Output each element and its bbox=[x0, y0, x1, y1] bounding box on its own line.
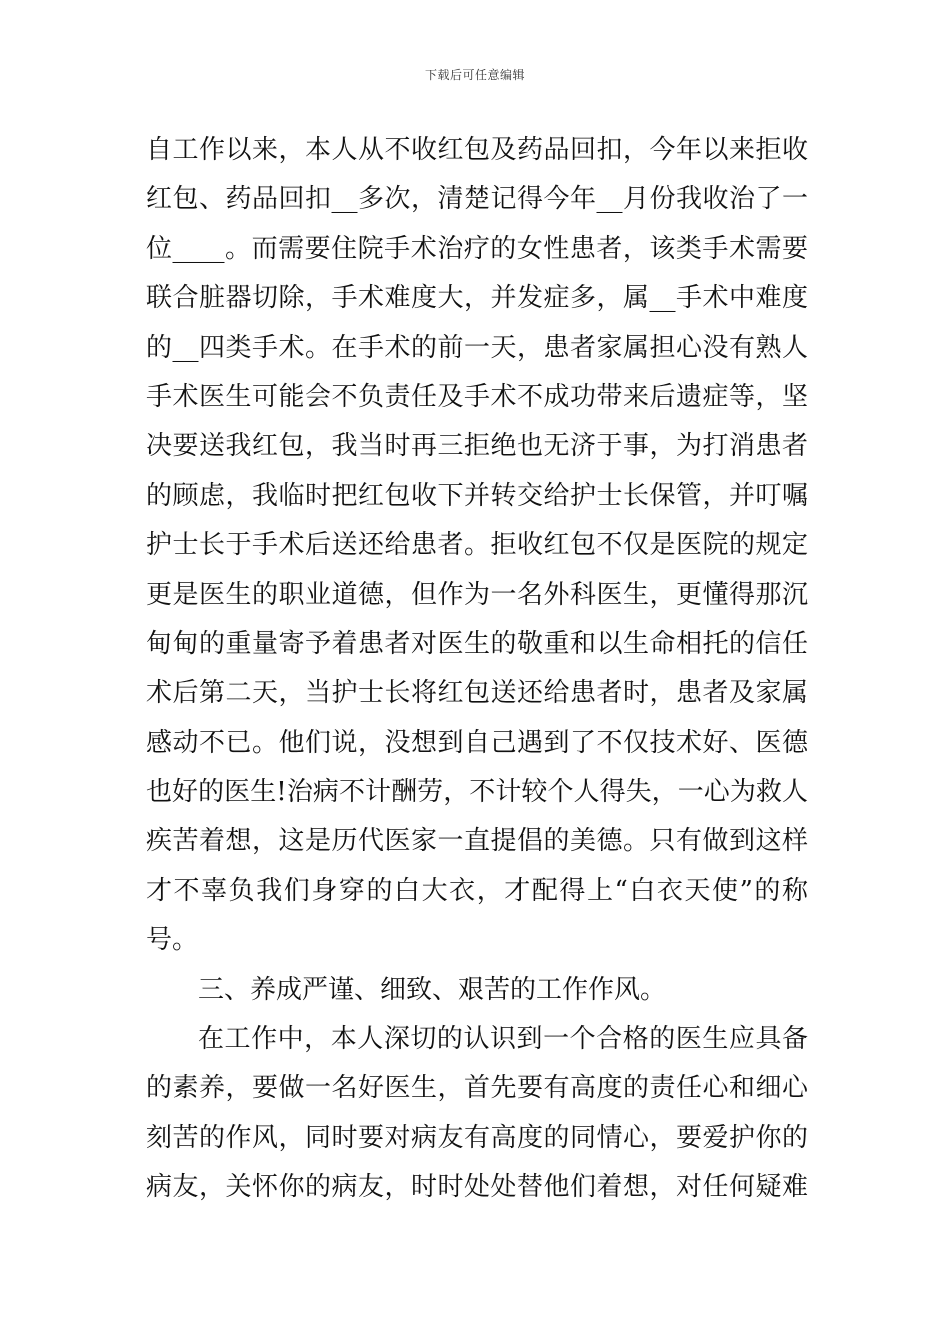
paragraph-line: 联合脏器切除，手术难度大，并发症多，属__手术中难度 bbox=[146, 283, 808, 314]
document-body bbox=[146, 126, 808, 1213]
paragraph-line: 号。 bbox=[146, 925, 199, 956]
paragraph-line: 感动不已。他们说，没想到自己遇到了不仅技术好、医德 bbox=[146, 727, 808, 758]
paragraph-line: 更是医生的职业道德，但作为一名外科医生，更懂得那沉 bbox=[146, 579, 808, 610]
paragraph-line: 护士长于手术后送还给患者。拒收红包不仅是医院的规定 bbox=[146, 530, 808, 561]
paragraph-line: 也好的医生!治病不计酬劳，不计较个人得失，一心为救人 bbox=[146, 777, 808, 808]
paragraph-line: 刻苦的作风，同时要对病友有高度的同情心，要爱护你的 bbox=[146, 1122, 808, 1153]
paragraph-line: 疾苦着想，这是历代医家一直提倡的美德。只有做到这样 bbox=[146, 826, 808, 857]
paragraph-line: 位____。而需要住院手术治疗的女性患者，该类手术需要 bbox=[146, 233, 808, 264]
paragraph-line: 自工作以来，本人从不收红包及药品回扣，今年以来拒收 bbox=[146, 135, 808, 165]
paragraph-line: 甸甸的重量寄予着患者对医生的敬重和以生命相托的信任 bbox=[146, 628, 808, 659]
paragraph-line: 在工作中，本人深切的认识到一个合格的医生应具备 bbox=[198, 1024, 808, 1055]
paragraph-line: 红包、药品回扣__多次，清楚记得今年__月份我收治了一 bbox=[146, 184, 808, 215]
paragraph-line: 决要送我红包，我当时再三拒绝也无济于事，为打消患者 bbox=[146, 431, 808, 462]
paragraph-line: 的__四类手术。在手术的前一天，患者家属担心没有熟人 bbox=[146, 332, 808, 363]
page-header: 下载后可任意编辑 bbox=[424, 68, 525, 82]
section-heading: 三、养成严谨、细致、艰苦的工作作风。 bbox=[198, 974, 667, 1005]
paragraph-line: 病友，关怀你的病友，时时处处替他们着想，对任何疑难 bbox=[146, 1172, 808, 1203]
paragraph-line: 手术医生可能会不负责任及手术不成功带来后遗症等，坚 bbox=[146, 381, 808, 412]
paragraph-line: 的素养，要做一名好医生，首先要有高度的责任心和细心 bbox=[146, 1073, 808, 1104]
paragraph-line: 才不辜负我们身穿的白大衣，才配得上“白衣天使”的称 bbox=[146, 875, 808, 906]
paragraph-line: 术后第二天，当护士长将红包送还给患者时，患者及家属 bbox=[146, 678, 808, 709]
paragraph-line: 的顾虑，我临时把红包收下并转交给护士长保管，并叮嘱 bbox=[146, 480, 808, 511]
